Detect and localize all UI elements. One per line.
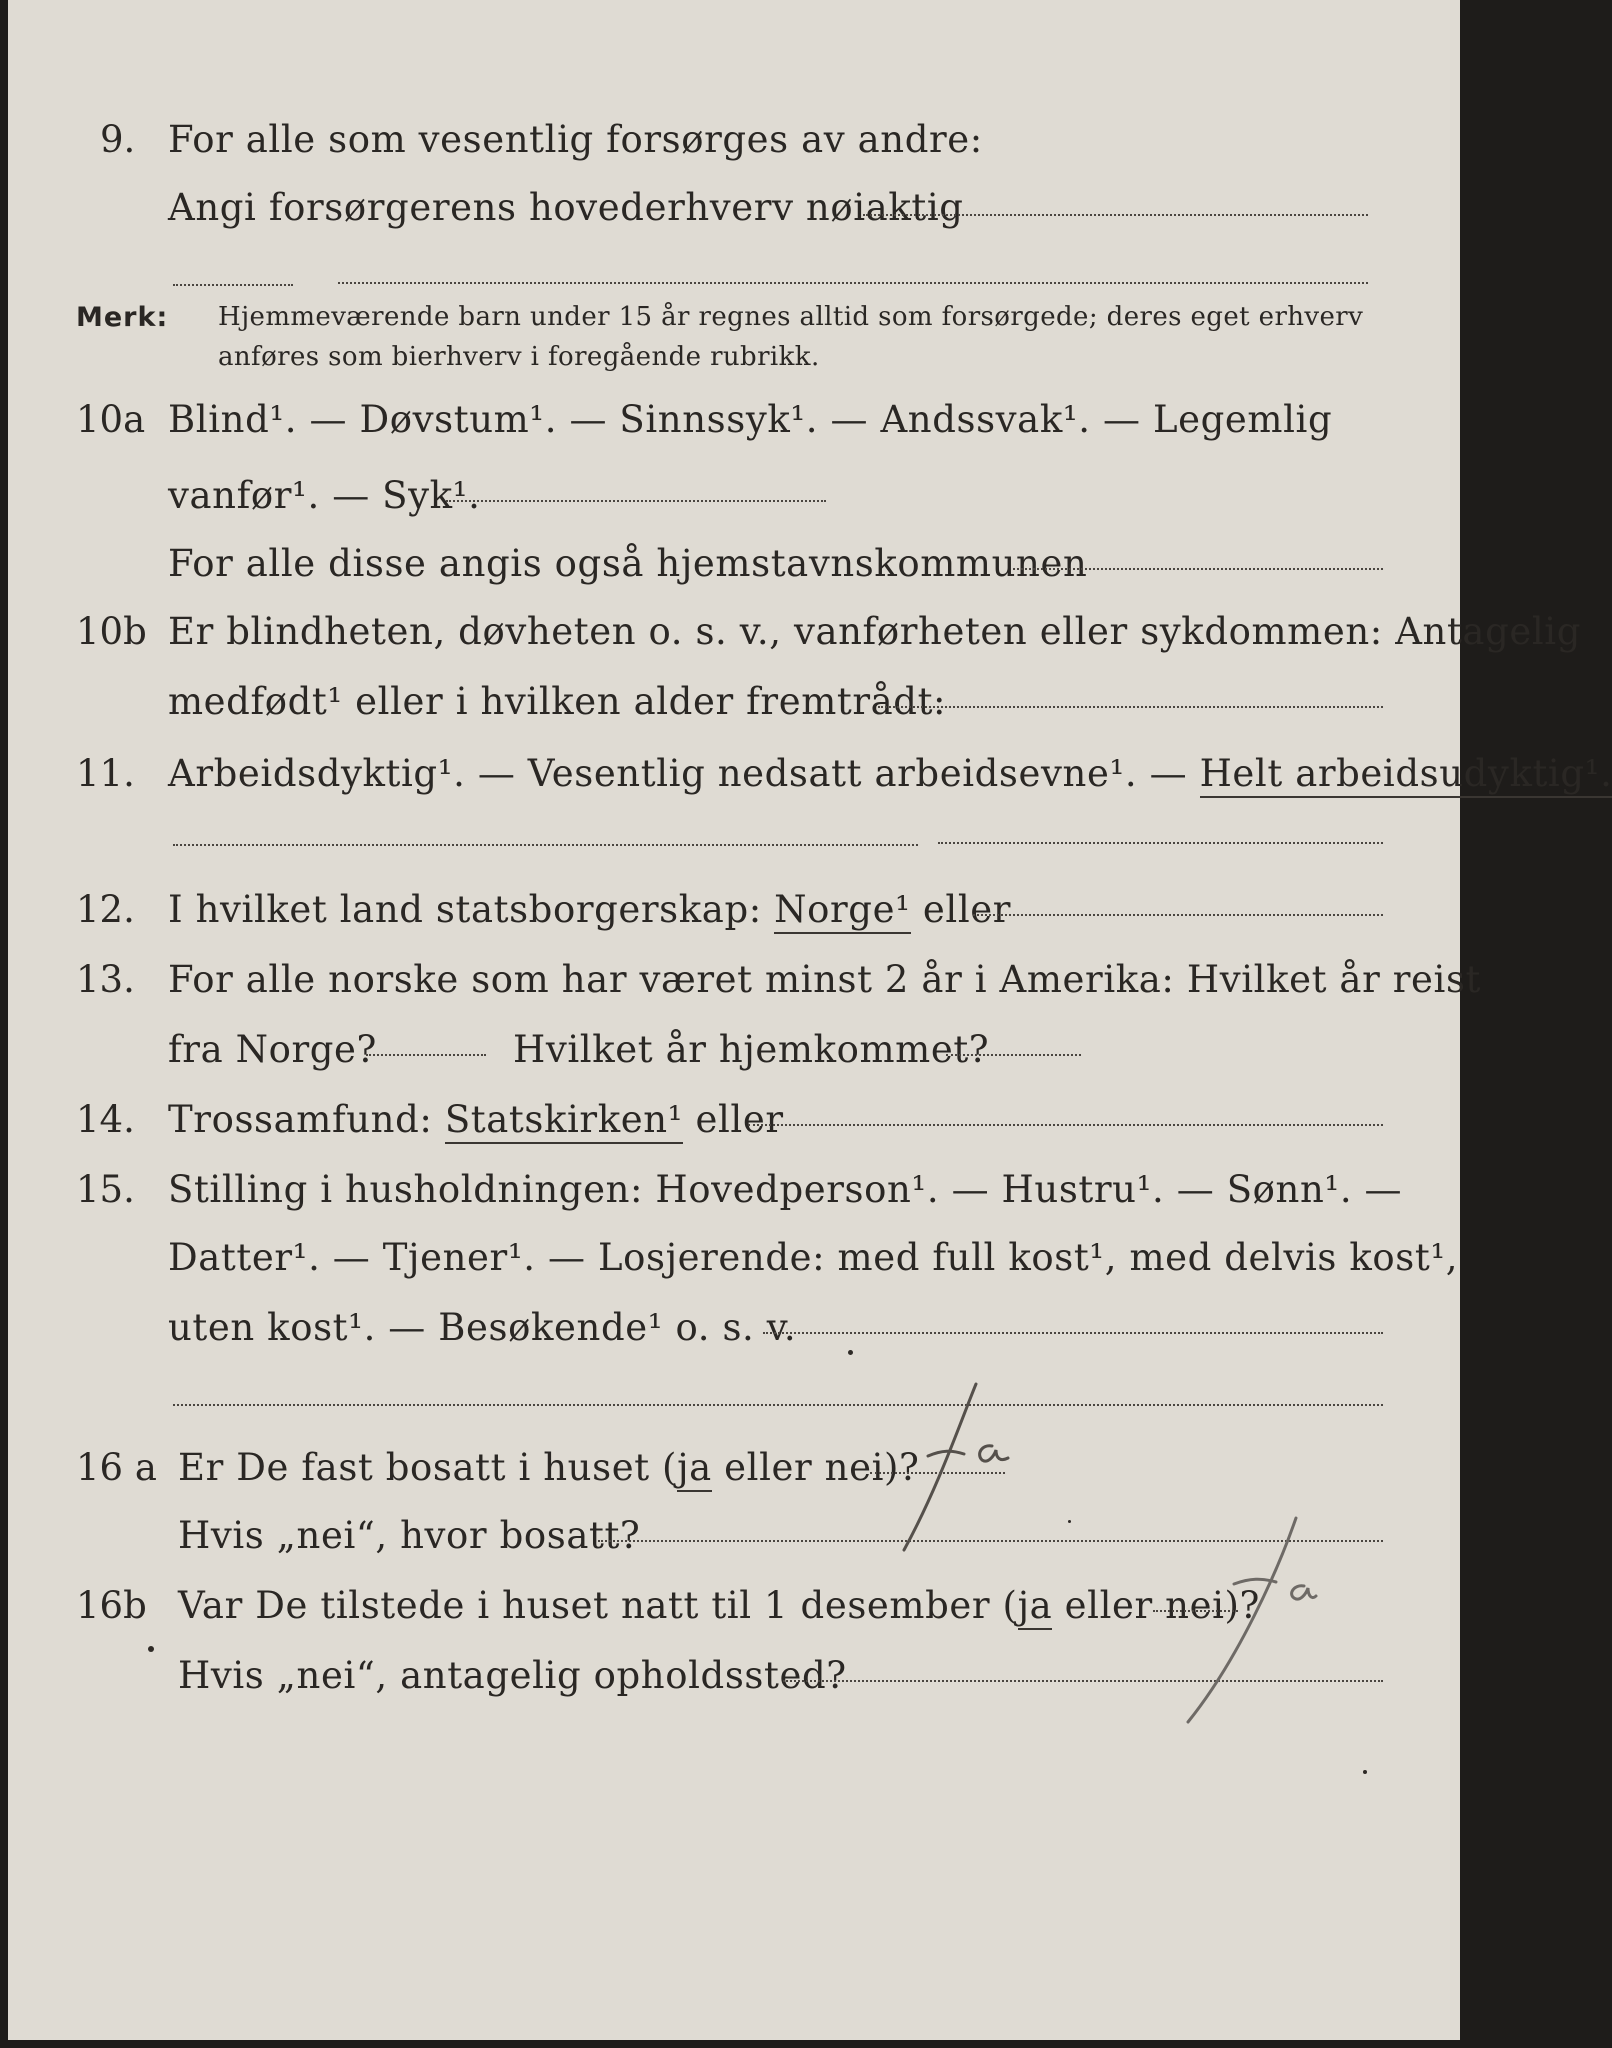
ink-speck <box>148 1646 154 1652</box>
q9-line1: For alle som vesentlig forsørges av andre: <box>168 118 983 161</box>
q11-marked-option: Helt arbeidsudyktig¹. <box>1200 752 1612 798</box>
q15-answer-line-2[interactable] <box>173 1404 1383 1406</box>
q15-line3: uten kost¹. — Besøkende¹ o. s. v. <box>168 1306 797 1349</box>
q12-number: 12. <box>76 888 135 931</box>
q12-line <box>168 888 1011 931</box>
q15-line2: Datter¹. — Tjener¹. — Losjerende: med full kost¹, med delvis kost¹, <box>168 1236 1459 1279</box>
q9-answer-line-2a[interactable] <box>173 284 293 286</box>
q13-line1: For alle norske som har været minst 2 år i Amerika: Hvilket år reist <box>168 958 1482 1001</box>
q10b-line2: medfødt¹ eller i hvilken alder fremtrådt: <box>168 680 947 723</box>
q16b-text: Var De tilstede i huset natt til 1 desember ( <box>178 1584 1018 1627</box>
q9-number: 9. <box>100 118 136 161</box>
q16a-text: Er De fast bosatt i huset ( <box>178 1446 678 1489</box>
q13-reist-line[interactable] <box>366 1054 486 1056</box>
q14-number: 14. <box>76 1098 135 1141</box>
ink-speck <box>1068 1520 1071 1523</box>
q16a-number: 16 a <box>76 1446 157 1489</box>
q9-answer-line[interactable] <box>863 214 1368 216</box>
ink-speck <box>1363 1770 1367 1774</box>
q9-line2: Angi forsørgerens hovederhverv nøiaktig <box>168 186 964 229</box>
q10a-line1: Blind¹. — Døvstum¹. — Sinnssyk¹. — Andssvak¹. — Legemlig <box>168 398 1333 441</box>
q16b-line1 <box>178 1584 1260 1627</box>
q10a-number: 10a <box>76 398 146 441</box>
q14-eller: eller <box>683 1098 784 1141</box>
q10b-number: 10b <box>76 610 147 653</box>
q10b-line1: Er blindheten, døvheten o. s. v., vanførheten eller sykdommen: Antagelig <box>168 610 1582 653</box>
q10a-line2: vanfør¹. — Syk¹. <box>168 474 481 517</box>
q12-eller: eller <box>910 888 1012 931</box>
form-page <box>8 0 1612 2040</box>
q16a-rest: eller nei)? <box>711 1446 920 1489</box>
q12-marked-option: Norge¹ <box>774 888 910 934</box>
q11-text: Arbeidsdyktig¹. — Vesentlig nedsatt arbeidsevne¹. — <box>168 752 1200 795</box>
q13-line2b: Hvilket år hjemkommet? <box>513 1028 990 1071</box>
q14-marked-option: Statskirken¹ <box>445 1098 683 1144</box>
q11-line <box>168 752 1612 795</box>
q15-answer-line[interactable] <box>763 1332 1383 1334</box>
q13-line2a: fra Norge? <box>168 1028 377 1071</box>
q13-hjemkommet-line[interactable] <box>946 1054 1081 1056</box>
q16b-line2: Hvis „nei“, antagelig opholdssted? <box>178 1654 847 1697</box>
handwritten-answer-16a <box>878 1378 1018 1558</box>
ink-speck <box>848 1350 853 1355</box>
q16a-line2: Hvis „nei“, hvor bosatt? <box>178 1514 641 1557</box>
q12-answer-line[interactable] <box>973 914 1383 916</box>
merk-line1: Hjemmeværende barn under 15 år regnes alltid som forsørgede; deres eget erhverv <box>218 302 1364 332</box>
q16a-marked-option: ja <box>677 1446 712 1492</box>
q13-number: 13. <box>76 958 135 1001</box>
q10a-line3: For alle disse angis også hjemstavnskommunen <box>168 542 1088 585</box>
q12-text: I hvilket land statsborgerskap: <box>168 888 775 931</box>
q15-line1: Stilling i husholdningen: Hovedperson¹. — Hustru¹. — Sønn¹. — <box>168 1168 1403 1211</box>
q16a-line1 <box>178 1446 920 1489</box>
handwritten-16b-text: Ja <box>1158 1510 1159 1511</box>
q15-number: 15. <box>76 1168 135 1211</box>
q10a-answer-line[interactable] <box>446 500 826 502</box>
q14-line <box>168 1098 784 1141</box>
q16b-number: 16b <box>76 1584 147 1627</box>
q11-number: 11. <box>76 752 135 795</box>
q9-answer-line-2b[interactable] <box>338 282 1368 284</box>
handwritten-16a-text: Ja <box>878 1378 879 1379</box>
q10a-kommune-line[interactable] <box>1013 568 1383 570</box>
q16b-marked-option: ja <box>1018 1584 1053 1630</box>
q16b-rest: eller nei)? <box>1052 1584 1260 1627</box>
q10b-answer-line[interactable] <box>878 706 1383 708</box>
merk-line2: anføres som bierhverv i foregående rubrikk. <box>218 342 820 372</box>
q14-answer-line[interactable] <box>748 1124 1383 1126</box>
handwritten-answer-16b <box>1158 1510 1318 1730</box>
q11-answer-line-a[interactable] <box>173 844 918 846</box>
q14-text: Trossamfund: <box>168 1098 445 1141</box>
merk-label: Merk: <box>76 302 169 333</box>
q11-answer-line-b[interactable] <box>938 842 1383 844</box>
